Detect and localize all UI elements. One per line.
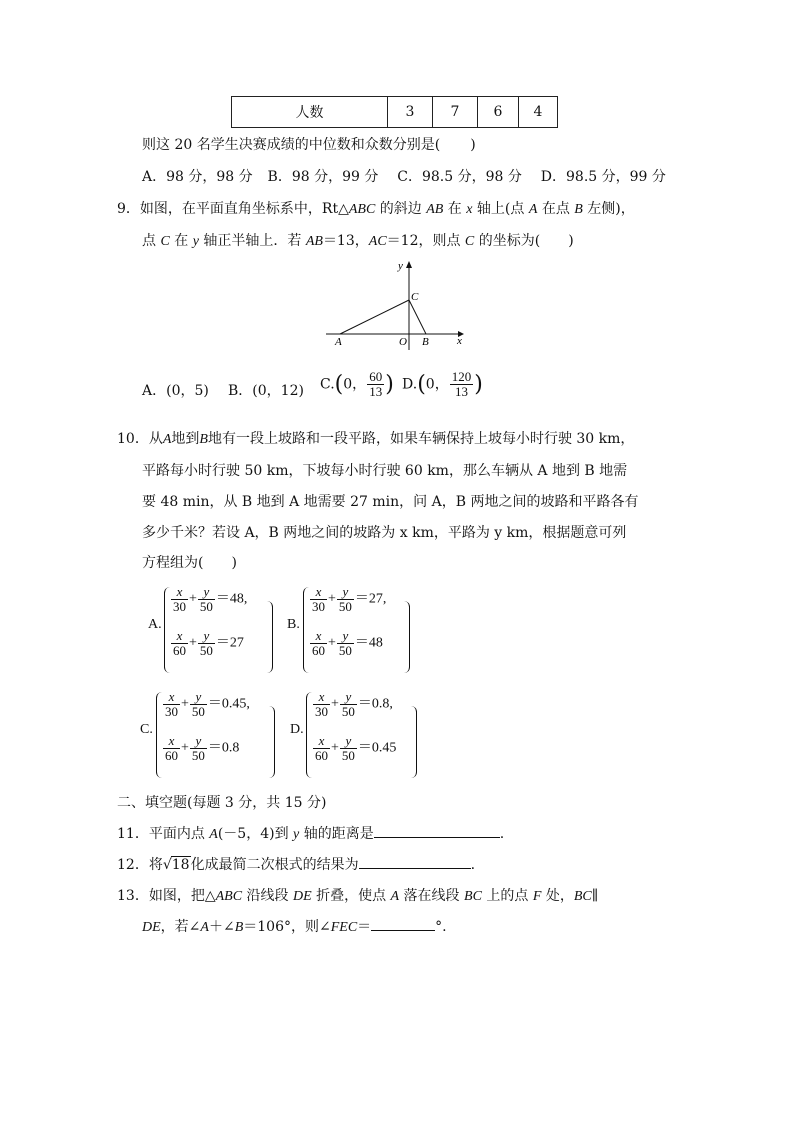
q13-line1: 13．如图，把△ABC 沿线段 DE 折叠，使点 A 落在线段 BC 上的点 F 处，BC∥ bbox=[117, 888, 599, 904]
q9-line2: 点 C 在 y 轴正半轴上．若 AB＝13，AC＝12，则点 C 的坐标为( ) bbox=[142, 233, 574, 249]
q8-option-d: D．98.5 分，99 分 bbox=[540, 169, 666, 185]
point-b-label: B bbox=[422, 336, 429, 348]
table-cell: 4 bbox=[519, 97, 558, 128]
q8-options bbox=[142, 166, 666, 186]
radical-sign: √ bbox=[162, 857, 172, 873]
q13-line2: DE，若∠A＋∠B＝106°，则∠FEC＝ °. bbox=[142, 919, 447, 935]
table-cell: 6 bbox=[478, 97, 519, 128]
segment-cb bbox=[409, 300, 426, 334]
origin-label: O bbox=[399, 336, 407, 348]
q8-stem: 则这 20 名学生决赛成绩的中位数和众数分别是( ) bbox=[142, 137, 476, 153]
q10-line1: 10．从A地到B地有一段上坡路和一段平路，如果车辆保持上坡每小时行驶 30 km， bbox=[117, 431, 635, 447]
section-2-heading: 二、填空题(每题 3 分，共 15 分) bbox=[117, 795, 327, 811]
score-table bbox=[231, 96, 558, 128]
table-label-cell: 人数 bbox=[232, 97, 388, 128]
q10-line4: 多少千米？若设 A，B 两地之间的坡路为 x km，平路为 y km，根据题意可列 bbox=[142, 525, 627, 541]
q8-option-a: A．98 分，98 分 bbox=[142, 169, 253, 185]
q9-option-c: C.(0， $\frac{60}{13}$ ) bbox=[320, 369, 394, 399]
q10-line3: 要 48 min，从 B 地到 A 地需要 27 min，问 A，B 两地之间的坡路和平路各有 bbox=[142, 494, 639, 510]
y-axis-arrow bbox=[406, 261, 412, 268]
q9-line1: 9．如图，在平面直角坐标系中，Rt△ABC 的斜边 AB 在 x 轴上(点 A 在点 B 左侧)， bbox=[117, 201, 635, 217]
y-axis-label: y bbox=[398, 260, 403, 272]
q9-option-d: D.(0， $\frac{120}{13}$ ) bbox=[402, 369, 483, 399]
point-c-label: C bbox=[411, 291, 419, 303]
q8-option-b: B．98 分，99 分 bbox=[267, 169, 379, 185]
q9-option-a: A．(0，5) bbox=[142, 383, 209, 399]
q13-answer-blank[interactable] bbox=[371, 930, 435, 931]
q10-line5: 方程组为( ) bbox=[142, 555, 237, 571]
x-axis-label: x bbox=[457, 335, 462, 347]
q11-answer-blank[interactable] bbox=[374, 837, 500, 838]
table-cell: 7 bbox=[433, 97, 478, 128]
segment-ac bbox=[340, 300, 409, 334]
point-a-label: A bbox=[335, 336, 342, 348]
q9-coordinate-figure bbox=[318, 258, 468, 354]
q8-option-c: C．98.5 分，98 分 bbox=[397, 169, 522, 185]
q12-answer-blank[interactable] bbox=[359, 868, 471, 869]
q9-option-b: B．(0，12) bbox=[228, 383, 304, 399]
table-cell: 3 bbox=[388, 97, 433, 128]
q12: 12．将√18化成最简二次根式的结果为 . bbox=[117, 857, 476, 873]
q11: 11．平面内点 A(－5，4)到 y 轴的距离是 . bbox=[117, 826, 505, 842]
q10-line2: 平路每小时行驶 50 km，下坡每小时行驶 60 km，那么车辆从 A 地到 B 地需 bbox=[142, 463, 628, 479]
